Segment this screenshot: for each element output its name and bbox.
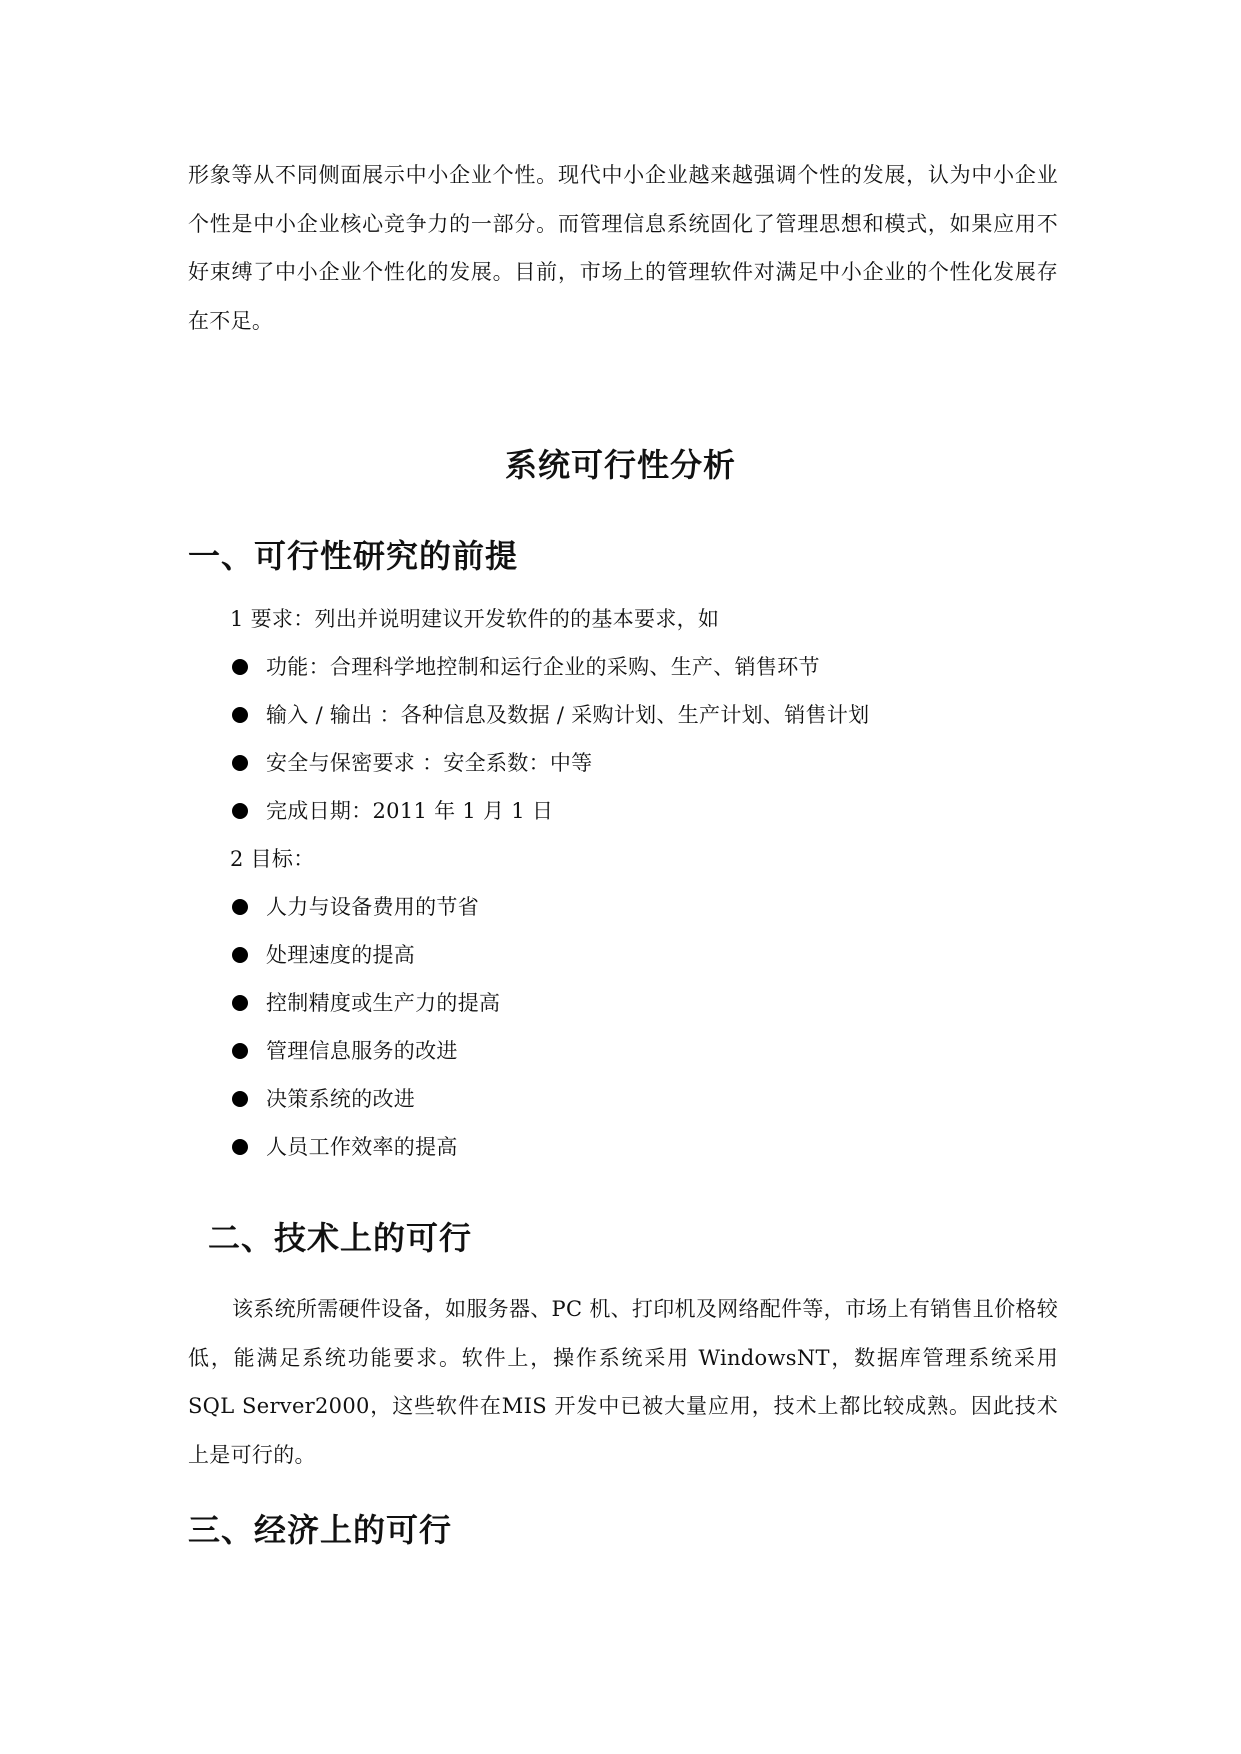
- list-item-text: 输入 / 输出 ：各种信息及数据 / 采购计划、生产计划、销售计划: [266, 703, 870, 727]
- list-item-text: 人力与设备费用的节省: [266, 895, 479, 919]
- list-item-text: 控制精度或生产力的提高: [266, 991, 501, 1015]
- bullet-icon: [232, 1139, 248, 1155]
- goals-label: 2 目标：: [230, 847, 315, 871]
- list-item-text: 功能：合理科学地控制和运行企业的采购、生产、销售环节: [266, 655, 820, 679]
- list-item-text: 管理信息服务的改进: [266, 1039, 458, 1063]
- bullet-icon: [232, 803, 248, 819]
- section2-heading: 二、技术上的可行: [208, 1219, 473, 1257]
- list-item: [232, 1084, 415, 1114]
- list-item: [232, 988, 500, 1018]
- bullet-icon: [232, 707, 248, 723]
- list-item-text: 完成日期：2011 年 1 月 1 日: [266, 799, 554, 823]
- list-item: [232, 748, 592, 778]
- section3-heading: 三、经济上的可行: [188, 1511, 453, 1549]
- list-item: [232, 1036, 458, 1066]
- document-title: 系统可行性分析: [504, 446, 736, 484]
- intro-paragraph: 形象等从不同侧面展示中小企业个性。现代中小企业越来越强调个性的发展，认为中小企业个性是中小企业核心竞争力的一部分。而管理信息系统固化了管理思想和模式，如果应用不好束缚了中小企业个性化的发展。目前，市场上的管理软件对满足中小企业的个性化发展存在不足。: [188, 163, 1058, 333]
- list-item: [232, 652, 820, 682]
- section1-heading: 一、可行性研究的前提: [188, 537, 519, 575]
- list-item-text: 处理速度的提高: [266, 943, 416, 967]
- technical-paragraph: 该系统所需硬件设备，如服务器、PC 机、打印机及网络配件等，市场上有销售且价格较低，能满足系统功能要求。软件上，操作系统采用 WindowsNT，数据库管理系统采用 SQL Server2000，这些软件在MIS 开发中已被大量应用，技术上都比较成熟。因此技术上是可行的。: [188, 1297, 1058, 1467]
- list-item-text: 人员工作效率的提高: [266, 1135, 458, 1159]
- bullet-icon: [232, 659, 248, 675]
- bullet-icon: [232, 755, 248, 771]
- bullet-icon: [232, 947, 248, 963]
- bullet-icon: [232, 1043, 248, 1059]
- bullet-icon: [232, 995, 248, 1011]
- bullet-icon: [232, 899, 248, 915]
- list-item: [232, 940, 415, 970]
- list-item-text: 安全与保密要求 ：安全系数：中等: [266, 751, 593, 775]
- list-item: [232, 700, 869, 730]
- list-item-text: 决策系统的改进: [266, 1087, 416, 1111]
- bullet-icon: [232, 1091, 248, 1107]
- requirements-label: 1 要求：列出并说明建议开发软件的的基本要求，如: [230, 607, 720, 631]
- list-item: [232, 892, 479, 922]
- list-item: [232, 1132, 458, 1162]
- list-item: [232, 796, 553, 826]
